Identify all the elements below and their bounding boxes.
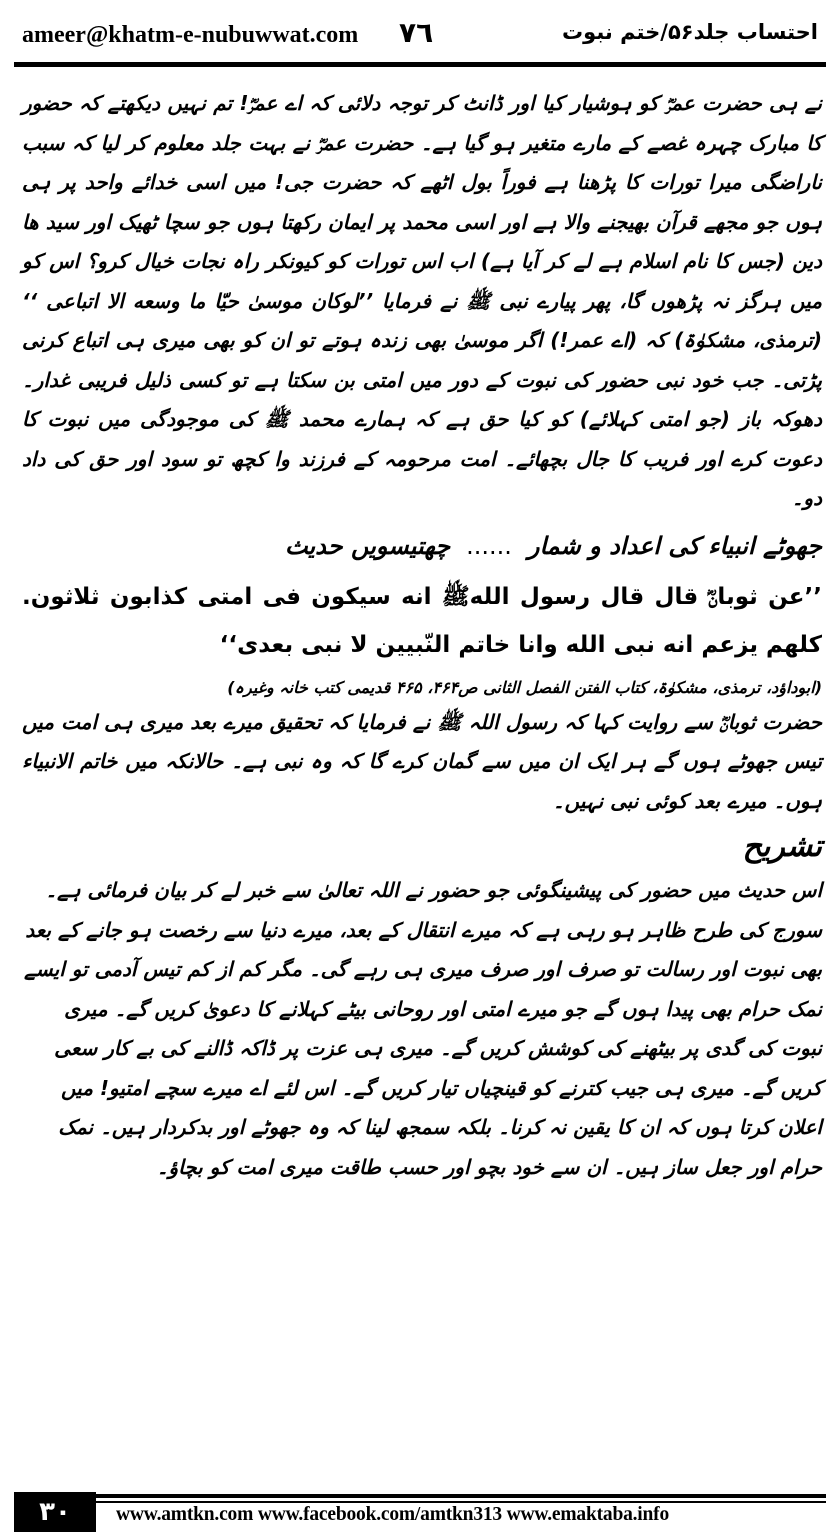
tashreeh-heading: تشریح (742, 829, 822, 864)
section-heading (22, 523, 822, 569)
page-body (22, 84, 822, 1187)
section-heading-title: جھوٹے انبیاء کی اعداد و شمار (527, 531, 822, 560)
header-email[interactable]: ameer@khatm-e-nubuwwat.com (22, 22, 359, 48)
footer-page-number: ۳۰ (14, 1492, 96, 1532)
header-page-number: ٧٦ (399, 16, 434, 49)
header-book-title: احتساب جلد۵۶/ختم نبوت (562, 20, 818, 44)
page-footer (14, 1492, 826, 1534)
footer-links[interactable]: www.amtkn.com www.facebook.com/amtkn313 www.emaktaba.info (116, 1504, 670, 1525)
section-heading-hadith-number: چھتیسویں حدیث (284, 531, 451, 560)
footer-rule-thin (96, 1501, 826, 1503)
section-heading-separator: ...... (466, 531, 512, 560)
header-divider (14, 62, 826, 67)
hadith-translation: حضرت ثوبانؓ سے روایت کہا کہ رسول اللہ ﷺ نے فرمایا کہ تحقیق میرے بعد میری ہی امت میں تیس جھوٹے ہوں گے ہر ایک ان میں سے گمان کرے گا کہ وہ نبی ہے۔ حالانکہ میں خاتم الانبیاء ہوں۔ میرے بعد کوئی نبی نہیں۔ (22, 709, 822, 813)
hadith-reference: (ابوداؤد، ترمذی، مشکوٰۃ، کتاب الفتن الفصل الثانی ص۴۶۴، ۴۶۵ قدیمی کتب خانہ وغیرہ) (227, 677, 822, 697)
tashreeh-paragraph: اس حدیث میں حضور کی پیشینگوئی جو حضور نے اللہ تعالیٰ سے خبر لے کر بیان فرمائی ہے۔ سورج کی طرح ظاہر ہو رہی ہے کہ میرے انتقال کے بعد، میرے دنیا سے رخصت ہو جانے کے بعد بھی نبوت اور رسالت تو صرف اور صرف میری ہی رہے گی۔ مگر کم از کم تیس آدمی تو ایسے نمک حرام بھی پیدا ہوں گے جو میرے امتی اور روحانی بیٹے کہلانے کا دعویٰ کریں گے۔ میری نبوت کی گدی پر بیٹھنے کی کوشش کریں گے۔ میری ہی عزت پر ڈاکہ ڈالنے کی بے کار سعی کریں گے۔ میری ہی جیب کترنے کو قینچیاں تیار کریں گے۔ اس لئے اے میرے سچے امتیو! میں اعلان کرتا ہوں کہ ان کا یقین نہ کرنا۔ بلکہ سمجھ لینا کہ وہ جھوٹے اور بدکردار ہیں۔ نمک حرام اور جعل ساز ہیں۔ ان سے خود بچو اور حسب طاقت میری امت کو بچاؤ۔ (24, 878, 822, 1179)
page-header (14, 14, 826, 64)
footer-rule-thick (96, 1494, 826, 1498)
arabic-hadith: ’’عن ثوبانؓ قال قال رسول اللهﷺ انه سیکون فی امتی کذابون ثلاثون. کلهم یزعم انه نبی الله وانا خاتم النّبیین لا نبی بعدی‘‘ (22, 583, 822, 658)
opening-paragraph: نے ہی حضرت عمرؓ کو ہوشیار کیا اور ڈانٹ کر توجہ دلائی کہ اے عمرؓ! تم نہیں دیکھتے کہ حضور کا مبارک چہرہ غصے کے مارے متغیر ہو گیا ہے۔ حضرت عمرؓ نے بہت جلد معلوم کر لیا کہ سبب ناراضگی میرا تورات کا پڑھنا ہے فوراً بول اٹھے کہ حضرت جی! میں اسی خدائے واحد پر ہی ہوں جو مجھے قرآن بھیجنے والا ہے اور اسی محمد پر ایمان رکھتا ہوں جو سچا ٹھیک اور سید ھا دین (جس کا نام اسلام ہے لے کر آیا ہے) اب اس تورات کو کیونکر راہ نجات خیال کرو؟ اس کو میں ہرگز نہ پڑھوں گا، پھر پیارے نبی ﷺ نے فرمایا ’’لوکان موسیٰ حیّا ما وسعه الا اتباعی ‘‘ (ترمذی، مشکوٰۃ) کہ (اے عمر!) اگر موسیٰ بھی زندہ ہوتے تو ان کو بھی میری ہی اتباع کرنی پڑتی۔ جب خود نبی حضور کی نبوت کے دور میں امتی بن سکتا ہے تو کسی ذلیل فریبی غدار۔ دھوکہ باز (جو امتی کہلائے) کو کیا حق ہے کہ ہمارے محمد ﷺ کی موجودگی میں نبوت کا دعوت کرے اور فریب کا جال بچھائے۔ امت مرحومہ کے فرزند وا کچھ تو سود اور حق کی داد دو۔ (22, 91, 822, 510)
